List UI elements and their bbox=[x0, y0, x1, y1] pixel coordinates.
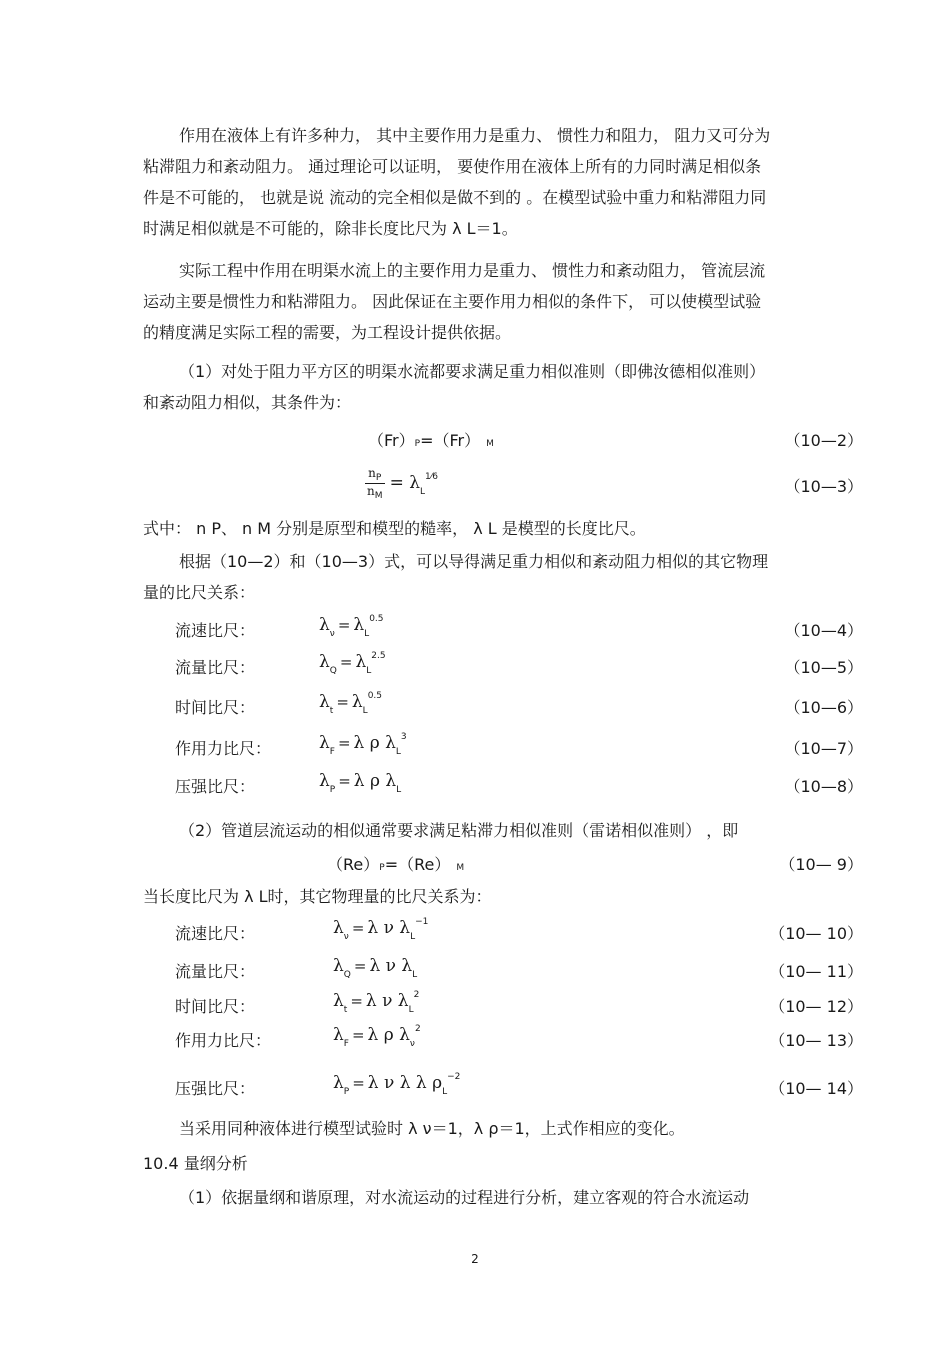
text-line: （1）对处于阻力平方区的明渠水流都要求满足重力相似准则（即佛汝德相似准则） bbox=[179, 362, 766, 381]
equation-row bbox=[143, 1024, 863, 1054]
equation-number: （10—8） bbox=[784, 777, 863, 796]
superscript: 0.5 bbox=[369, 614, 384, 624]
numerator: n bbox=[368, 466, 376, 480]
subscript: M bbox=[374, 491, 383, 501]
text-line: 时满足相似就是不可能的，除非长度比尺为 λ L＝1。 bbox=[143, 219, 518, 238]
equation-number: （10—5） bbox=[784, 658, 863, 677]
subscript: L bbox=[442, 1087, 448, 1097]
equation-row bbox=[143, 955, 863, 985]
equation-label: 作用力比尺： bbox=[175, 1031, 272, 1050]
text-line: 实际工程中作用在明渠水流上的主要作用力是重力、 惯性力和紊动阻力， 管流层流 bbox=[179, 261, 766, 280]
equation-label: 时间比尺： bbox=[175, 997, 256, 1016]
page-number: 2 bbox=[471, 1252, 479, 1266]
paragraph-dimensional-analysis: （1）依据量纲和谐原理，对水流运动的过程进行分析，建立客观的符合水流运动 bbox=[179, 1188, 750, 1207]
text-line: 和紊动阻力相似，其条件为： bbox=[143, 393, 352, 412]
formula-reynolds bbox=[327, 852, 464, 875]
formula: $\lambda_Q = \lambda_L^{2.5}$ bbox=[319, 651, 386, 676]
subscript: L bbox=[395, 747, 401, 757]
text-line: 作用在液体上有许多种力， 其中主要作用力是重力、 惯性力和阻力， 阻力又可分为 bbox=[179, 126, 771, 145]
equation-label: 流量比尺： bbox=[175, 658, 256, 677]
equation-label: 流速比尺： bbox=[175, 621, 256, 640]
equation-row bbox=[143, 614, 863, 644]
equation-number: （10— 13） bbox=[769, 1031, 863, 1050]
equation-number: （10— 11） bbox=[769, 962, 863, 981]
equation-number: （10—4） bbox=[784, 621, 863, 640]
equation-number: （10—7） bbox=[784, 739, 863, 758]
subscript: F bbox=[343, 1039, 349, 1049]
equation-label: 时间比尺： bbox=[175, 698, 256, 717]
equation-10-2 bbox=[143, 424, 863, 454]
equation-10-9 bbox=[143, 848, 863, 878]
subscript: t bbox=[343, 1005, 348, 1015]
superscript: 1⁄6 bbox=[425, 472, 439, 482]
equation-number: （10—6） bbox=[784, 698, 863, 717]
note-roughness: 式中： n P、 n M 分别是原型和模型的糙率， λ L 是模型的长度比尺。 bbox=[143, 519, 646, 538]
formula-part: （Fr） bbox=[368, 431, 415, 450]
formula-part: λ bbox=[351, 692, 363, 712]
subscript: ν bbox=[343, 932, 349, 942]
subscript: L bbox=[396, 785, 402, 795]
subscript: L bbox=[362, 706, 368, 716]
equation-label: 压强比尺： bbox=[175, 1079, 256, 1098]
formula-part: （Re） bbox=[327, 855, 380, 874]
equation-row bbox=[143, 651, 863, 681]
subscript: P bbox=[343, 1087, 350, 1097]
paragraph-same-liquid: 当采用同种液体进行模型试验时 λ ν＝1，λ ρ＝1，上式作相应的变化。 bbox=[179, 1119, 685, 1138]
equation-number: （10—2） bbox=[784, 431, 863, 450]
formula-part: λ bbox=[353, 615, 365, 635]
formula-part: λ ρ λ bbox=[367, 1025, 410, 1045]
paragraph-length-scale: 当长度比尺为 λ L时，其它物理量的比尺关系为： bbox=[143, 887, 492, 906]
equation-row bbox=[143, 732, 863, 762]
equation-number: （10— 9） bbox=[779, 855, 863, 874]
subscript: L bbox=[364, 629, 370, 639]
equation-label: 流速比尺： bbox=[175, 924, 256, 943]
paragraph-derivation bbox=[143, 546, 858, 608]
formula-part: =（Fr） bbox=[420, 431, 481, 450]
superscript: −2 bbox=[447, 1072, 461, 1082]
formula: $\lambda_\nu = \lambda_L^{0.5}$ bbox=[319, 614, 384, 639]
subscript: P bbox=[375, 473, 382, 483]
paragraph-forces bbox=[143, 120, 858, 244]
formula-part: λ ν λ λ ρ bbox=[367, 1073, 443, 1093]
equation-number: （10—3） bbox=[784, 477, 863, 496]
subscript: ν bbox=[329, 629, 335, 639]
superscript: 2 bbox=[414, 1024, 421, 1034]
formula: $\lambda_F = \lambda$ ρ $\lambda_\nu^2$ bbox=[333, 1024, 421, 1049]
subscript: P bbox=[414, 439, 421, 449]
equation-label: 流量比尺： bbox=[175, 962, 256, 981]
text-line: 量的比尺关系： bbox=[143, 583, 256, 602]
formula: $\lambda_Q = \lambda$ ν $\lambda_L$ bbox=[333, 956, 418, 980]
formula-froude bbox=[368, 428, 494, 451]
subscript: t bbox=[329, 706, 334, 716]
equation-number: （10— 14） bbox=[769, 1079, 863, 1098]
formula: $\lambda_F = \lambda$ ρ $\lambda_L^3$ bbox=[319, 732, 407, 757]
paragraph-gravity-criterion bbox=[143, 356, 858, 418]
paragraph-reynolds-criterion: （2）管道层流运动的相似通常要求满足粘滞力相似准则（雷诺相似准则） ，即 bbox=[179, 821, 739, 840]
superscript: 2 bbox=[413, 990, 420, 1000]
formula: $\lambda_P = \lambda$ ν λ λ $\rho_L^{-2}$ bbox=[333, 1072, 461, 1097]
formula-part: =（Re） bbox=[384, 855, 451, 874]
fraction bbox=[365, 466, 385, 501]
subscript: F bbox=[329, 747, 335, 757]
formula-part: λ ρ λ bbox=[353, 733, 396, 753]
subscript: M bbox=[456, 863, 465, 873]
subscript: Q bbox=[343, 970, 351, 980]
equation-row bbox=[143, 990, 863, 1020]
subscript: L bbox=[420, 487, 426, 497]
subscript: L bbox=[366, 666, 372, 676]
equation-10-3 bbox=[143, 466, 863, 506]
formula: $\lambda_t = \lambda_L^{0.5}$ bbox=[319, 691, 383, 716]
formula-part: = λ bbox=[389, 473, 421, 493]
equation-number: （10— 12） bbox=[769, 997, 863, 1016]
superscript: 2.5 bbox=[371, 651, 386, 661]
superscript: −1 bbox=[415, 917, 429, 927]
text-line: 运动主要是惯性力和粘滞阻力。 因此保证在主要作用力相似的条件下， 可以使模型试验 bbox=[143, 292, 762, 311]
text-line: 的精度满足实际工程的需要，为工程设计提供依据。 bbox=[143, 323, 512, 342]
formula: $\lambda_\nu = \lambda$ ν $\lambda_L^{-1}$ bbox=[333, 917, 429, 942]
superscript: 0.5 bbox=[367, 691, 383, 701]
denominator: n bbox=[367, 484, 375, 498]
section-heading: 10.4 量纲分析 bbox=[143, 1154, 248, 1173]
formula-part: λ ν λ bbox=[369, 956, 413, 976]
subscript: M bbox=[486, 439, 494, 449]
subscript: L bbox=[412, 970, 418, 980]
subscript: P bbox=[329, 785, 336, 795]
equation-number: （10— 10） bbox=[769, 924, 863, 943]
equation-row bbox=[143, 917, 863, 947]
formula-part: λ ν λ bbox=[365, 991, 409, 1011]
formula-part: λ ν λ bbox=[367, 918, 411, 938]
formula-roughness bbox=[365, 466, 439, 501]
subscript: L bbox=[408, 1005, 414, 1015]
subscript: Q bbox=[329, 666, 337, 676]
equation-row bbox=[143, 1072, 863, 1102]
subscript: L bbox=[410, 932, 416, 942]
subscript: ν bbox=[409, 1039, 415, 1049]
formula: $\lambda_t = \lambda$ ν $\lambda_L^2$ bbox=[333, 990, 420, 1015]
text-line: 件是不可能的， 也就是说 流动的完全相似是做不到的 。在模型试验中重力和粘滞阻力同 bbox=[143, 188, 767, 207]
equation-label: 压强比尺： bbox=[175, 777, 256, 796]
superscript: 3 bbox=[400, 732, 407, 742]
paragraph-engineering bbox=[143, 255, 858, 348]
text-line: 粘滞阻力和紊动阻力。 通过理论可以证明， 要使作用在液体上所有的力同时满足相似条 bbox=[143, 157, 762, 176]
equation-row bbox=[143, 691, 863, 721]
formula: $\lambda_P = \lambda$ ρ $\lambda_L$ bbox=[319, 771, 402, 795]
formula-part: λ bbox=[355, 652, 367, 672]
equation-label: 作用力比尺： bbox=[175, 739, 272, 758]
equation-row bbox=[143, 770, 863, 800]
text-line: 根据（10—2）和（10—3）式，可以导得满足重力相似和紊动阻力相似的其它物理 bbox=[179, 552, 769, 571]
subscript: P bbox=[379, 863, 385, 873]
formula-part: λ ρ λ bbox=[353, 771, 397, 791]
